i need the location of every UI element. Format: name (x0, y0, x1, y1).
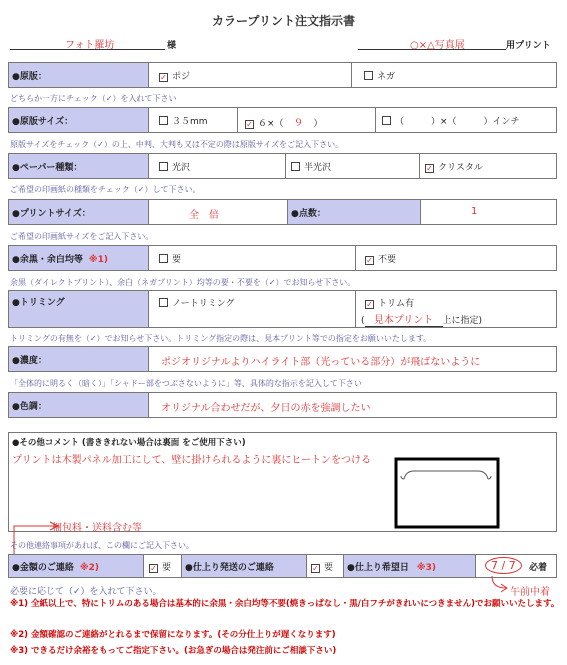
size-35-label: ３５mm (172, 117, 208, 127)
crystal-label: クリスタル (438, 163, 483, 173)
size-35-option[interactable] (159, 114, 208, 127)
trim-none-option[interactable] (159, 296, 235, 309)
genban-posi-option[interactable] (159, 69, 190, 82)
size-6x-close: ） (313, 119, 323, 129)
amount-label (9, 555, 144, 577)
divider (285, 154, 286, 178)
semi-label: 半光沢 (304, 163, 332, 173)
checkbox-icon[interactable] (159, 116, 168, 125)
margin-noneed-option[interactable] (365, 252, 396, 265)
print-size-label: ●プリントサイズ： (9, 200, 149, 224)
checkbox-checked-icon[interactable]: ✓ (312, 564, 319, 573)
trim-note: トリミングの有無を（✓）でお知らせ下さい。トリミング指定の際は、見本プリント等での指定をお願いいたします。 (10, 334, 432, 343)
divider (237, 108, 238, 132)
density-value[interactable]: ポジオリジナルよりハイライト部（光っている部分）が飛ばないように (161, 357, 481, 368)
need-label: 要 (172, 255, 182, 265)
checkbox-checked-icon[interactable]: ✓ (426, 164, 433, 173)
ship-need-option[interactable] (311, 560, 333, 573)
afternoon-annotation: 午前中着 (510, 587, 550, 598)
other-note: その他連絡事項があれば、この欄にご記入下さい。 (10, 541, 194, 550)
divider (355, 291, 356, 327)
count-label: ●点数： (287, 200, 421, 224)
sama-label: 様 (167, 41, 177, 51)
size-6x-label: ６×（ (258, 119, 284, 129)
date-label-text: ●仕上り希望日 (347, 563, 409, 573)
customer-name-line[interactable] (10, 36, 165, 50)
checkbox-checked-icon[interactable]: ✓ (160, 73, 167, 82)
bottom-note: 必要に応じて（✓）を入れて下さい。 (10, 587, 162, 597)
divider (375, 108, 376, 132)
amount-label-text: ●金額のご連絡 (12, 563, 74, 573)
footnote-2: ※2) 金額確認のご連絡がとれるまで保留になります。(その分仕上りが遅くなります) (10, 630, 336, 640)
comment-label: ●その他コメント (書ききれない場合は裏面 をご使用下さい) (12, 438, 246, 448)
count-value[interactable]: 1 (471, 206, 478, 217)
genban-label: ●原版： (9, 63, 149, 87)
margin-need-option[interactable] (159, 252, 181, 265)
amount-need-option[interactable] (149, 560, 171, 573)
for-print-label: 用プリント (506, 41, 551, 51)
paper-gloss-option[interactable] (159, 160, 190, 173)
tone-value[interactable]: オリジナル合わせだが、夕日の赤を強調したい (161, 403, 371, 414)
density-label: ●濃度： (9, 347, 149, 371)
density-row (8, 346, 557, 372)
date-label (343, 555, 476, 577)
genban-nega-option[interactable] (364, 69, 395, 82)
size-6x-value: ９ (293, 118, 304, 129)
trim-yes-label: トリム有 (378, 299, 415, 309)
trim-none-label: ノートリミング (172, 299, 235, 309)
size-label: ●原版サイズ： (9, 108, 149, 132)
date-suffix: 必着 (529, 563, 548, 573)
customer-name: フォト羅坊 (65, 40, 115, 51)
checkbox-checked-icon[interactable]: ✓ (366, 256, 373, 265)
checkbox-checked-icon[interactable]: ✓ (150, 564, 157, 573)
paper-row (8, 153, 557, 179)
trim-row (8, 290, 557, 328)
checkbox-icon[interactable] (159, 254, 168, 263)
shop-name-line[interactable] (358, 36, 506, 50)
checkbox-icon[interactable] (291, 162, 300, 171)
checkbox-icon[interactable] (364, 71, 373, 80)
noneed-label: 不要 (378, 255, 397, 265)
trim-spec-text: 上に指定) (442, 316, 483, 326)
comment-box[interactable] (8, 432, 557, 532)
bottom-row (8, 554, 557, 578)
page-title: カラープリント注文指示書 (212, 14, 355, 28)
size-note: 原版サイズをチェック（✓）の上、中判、大判も又は不定の際は原版サイズをご記入下さい。 (10, 140, 344, 149)
density-note: 「全体的に明るく（暗く）」「シャドー部をつぶさないように」等、具体的な指示を記入して下さい (10, 379, 362, 388)
amount-ref: ※2) (79, 563, 99, 573)
size-6x-option[interactable] (245, 114, 323, 129)
print-size-value[interactable]: 全 倍 (189, 210, 219, 221)
tone-label: ●色調： (9, 393, 149, 417)
divider (355, 246, 356, 270)
divider (419, 154, 420, 178)
ship-label: ●仕上り発送のご連絡 (181, 555, 307, 577)
paren-open: ( (361, 316, 365, 326)
paper-label: ●ペーパー種類： (9, 154, 149, 178)
checkbox-icon[interactable] (159, 298, 168, 307)
checkbox-checked-icon[interactable]: ✓ (246, 120, 253, 129)
gloss-label: 光沢 (172, 163, 191, 173)
trim-label: ●トリミング (9, 291, 149, 327)
genban-row (8, 62, 557, 88)
trim-spec (361, 311, 482, 327)
amount-need-label: 要 (162, 563, 172, 573)
footnote-3: ※3) できるだけ余裕をもってご指定下さい。(お急ぎの場合は発注前にご相談下さい) (10, 646, 337, 656)
date-ref: ※3) (416, 563, 436, 573)
packing-annotation: 梱包料・送料含む等 (52, 523, 142, 534)
trim-yes-option[interactable] (365, 296, 414, 309)
margin-note: 余黒（ダイレクトプリント）、余白（ネガプリント）均等の要・不要を（✓）でお知らせ下さい。 (10, 278, 356, 287)
size-row (8, 107, 557, 133)
nega-label: ネガ (377, 72, 396, 82)
panel-sketch-icon (394, 457, 500, 529)
tone-row (8, 392, 557, 418)
margin-ref: ※1) (88, 255, 108, 265)
genban-note: どちらか一方にチェック（✓）を入れて下さい (10, 94, 177, 103)
trim-sample[interactable]: 見本プリント (365, 311, 443, 327)
margin-label-text: ●余黒・余白均等 (12, 255, 83, 265)
footnote-1: ※1) 全紙以上で、特にトリムのある場合は基本的に余黒・余白均等不要(焼きっぱなし・黒/白フチがきれいにつきません)でお願いいたします。 (10, 599, 560, 609)
size-custom-option[interactable] (382, 114, 520, 127)
margin-label (9, 246, 149, 270)
print-size-row (8, 199, 557, 225)
size-custom-label: （ ）×（ ）インチ (395, 117, 520, 127)
checkbox-checked-icon[interactable]: ✓ (366, 300, 373, 309)
ship-need-label: 要 (324, 563, 334, 573)
shop-name: ○×△写真展 (410, 40, 465, 51)
posi-label: ポジ (172, 72, 191, 82)
checkbox-icon[interactable] (159, 162, 168, 171)
paper-note: ご希望の印画紙の種類をチェック（✓）して下さい。 (10, 185, 201, 194)
date-value[interactable]: 7 / 7 (485, 557, 522, 574)
checkbox-icon[interactable] (382, 116, 391, 125)
date-arrow-icon (488, 574, 512, 594)
comment-value: プリントは木製パネル加工にして、壁に掛けられるように裏にヒートンをつける (12, 455, 371, 466)
divider (351, 63, 352, 87)
print-size-note: ご希望の印画紙サイズをご記入下さい。 (10, 232, 154, 241)
paper-crystal-option[interactable] (425, 160, 483, 173)
paper-semi-option[interactable] (291, 160, 331, 173)
margin-row (8, 245, 557, 271)
